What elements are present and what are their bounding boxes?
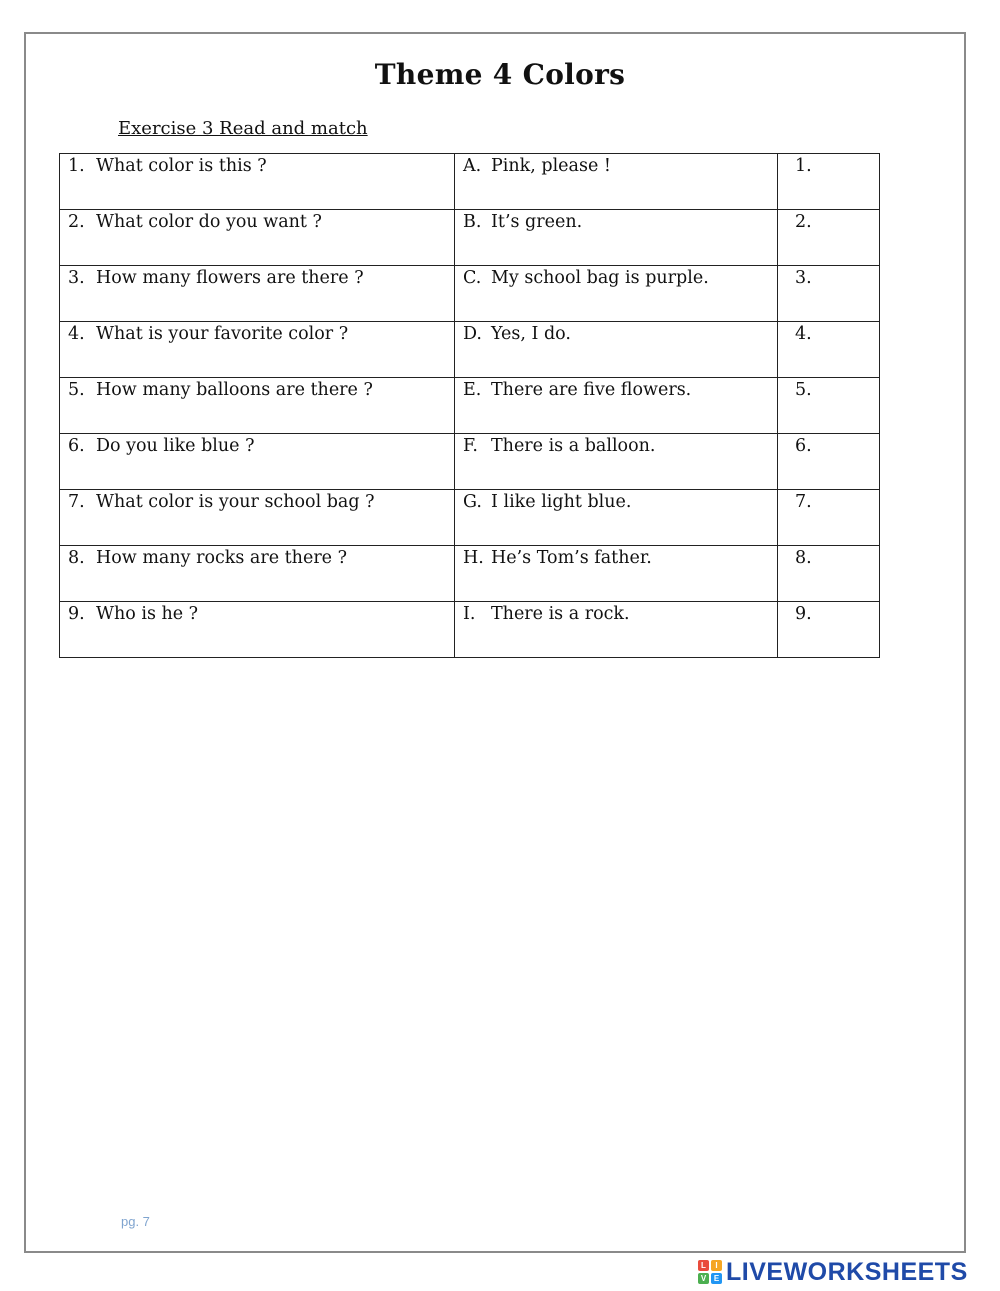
match-slot-number: 5.	[795, 380, 812, 400]
page-title: Theme 4 Colors	[374, 58, 626, 91]
liveworksheets-logo	[698, 1258, 968, 1286]
answer-letter: F.	[463, 436, 478, 456]
page-number: pg. 7	[121, 1214, 150, 1229]
question-cell	[60, 322, 455, 378]
match-slot-number: 9.	[795, 604, 812, 624]
table-row	[60, 154, 880, 210]
question-text: How many balloons are there ?	[96, 380, 373, 400]
question-text: Do you like blue ?	[96, 436, 255, 456]
table-row	[60, 434, 880, 490]
match-slot[interactable]	[778, 434, 880, 490]
answer-cell	[455, 602, 778, 658]
match-slot[interactable]	[778, 210, 880, 266]
logo-tile: L	[698, 1260, 709, 1271]
match-table	[59, 153, 880, 658]
question-text: How many flowers are there ?	[96, 268, 364, 288]
question-cell	[60, 602, 455, 658]
answer-text: I like light blue.	[491, 492, 632, 512]
answer-text: There is a balloon.	[491, 436, 656, 456]
question-number: 5.	[68, 380, 85, 400]
question-number: 7.	[68, 492, 85, 512]
logo-mark-icon	[698, 1260, 722, 1284]
match-slot-number: 7.	[795, 492, 812, 512]
logo-tile: I	[711, 1260, 722, 1271]
answer-cell	[455, 434, 778, 490]
question-cell	[60, 154, 455, 210]
question-cell	[60, 546, 455, 602]
match-slot-number: 2.	[795, 212, 812, 232]
match-slot-number: 6.	[795, 436, 812, 456]
answer-letter: E.	[463, 380, 482, 400]
table-row	[60, 602, 880, 658]
answer-cell	[455, 490, 778, 546]
question-cell	[60, 490, 455, 546]
question-number: 4.	[68, 324, 85, 344]
question-cell	[60, 434, 455, 490]
answer-cell	[455, 210, 778, 266]
match-slot-number: 3.	[795, 268, 812, 288]
match-slot-number: 8.	[795, 548, 812, 568]
answer-letter: A.	[463, 156, 482, 176]
answer-letter: H.	[463, 548, 484, 568]
table-row	[60, 322, 880, 378]
question-number: 1.	[68, 156, 85, 176]
answer-letter: I.	[463, 604, 476, 624]
exercise-heading: Exercise 3 Read and match	[118, 118, 368, 139]
question-text: What color do you want ?	[96, 212, 322, 232]
logo-text: LIVEWORKSHEETS	[726, 1257, 968, 1286]
question-text: How many rocks are there ?	[96, 548, 347, 568]
question-cell	[60, 266, 455, 322]
answer-letter: D.	[463, 324, 482, 344]
match-slot[interactable]	[778, 266, 880, 322]
answer-cell	[455, 546, 778, 602]
question-number: 9.	[68, 604, 85, 624]
question-text: What color is this ?	[96, 156, 267, 176]
match-slot-number: 4.	[795, 324, 812, 344]
answer-text: He’s Tom’s father.	[491, 548, 652, 568]
logo-tile: E	[711, 1273, 722, 1284]
answer-cell	[455, 322, 778, 378]
answer-letter: B.	[463, 212, 482, 232]
match-slot[interactable]	[778, 602, 880, 658]
table-row	[60, 378, 880, 434]
table-row	[60, 490, 880, 546]
answer-text: There are five flowers.	[491, 380, 692, 400]
match-slot[interactable]	[778, 546, 880, 602]
match-slot[interactable]	[778, 378, 880, 434]
answer-text: Pink, please !	[491, 156, 611, 176]
question-text: What color is your school bag ?	[96, 492, 375, 512]
answer-letter: G.	[463, 492, 482, 512]
question-cell	[60, 378, 455, 434]
match-slot-number: 1.	[795, 156, 812, 176]
match-slot[interactable]	[778, 154, 880, 210]
table-row	[60, 266, 880, 322]
match-slot[interactable]	[778, 490, 880, 546]
table-row	[60, 210, 880, 266]
answer-text: There is a rock.	[491, 604, 630, 624]
question-cell	[60, 210, 455, 266]
question-text: What is your favorite color ?	[96, 324, 349, 344]
answer-cell	[455, 154, 778, 210]
match-slot[interactable]	[778, 322, 880, 378]
question-number: 8.	[68, 548, 85, 568]
question-number: 6.	[68, 436, 85, 456]
logo-tile: V	[698, 1273, 709, 1284]
answer-text: Yes, I do.	[491, 324, 571, 344]
question-text: Who is he ?	[96, 604, 199, 624]
table-row	[60, 546, 880, 602]
answer-text: My school bag is purple.	[491, 268, 709, 288]
answer-cell	[455, 378, 778, 434]
question-number: 3.	[68, 268, 85, 288]
answer-cell	[455, 266, 778, 322]
answer-text: It’s green.	[491, 212, 583, 232]
answer-letter: C.	[463, 268, 482, 288]
question-number: 2.	[68, 212, 85, 232]
